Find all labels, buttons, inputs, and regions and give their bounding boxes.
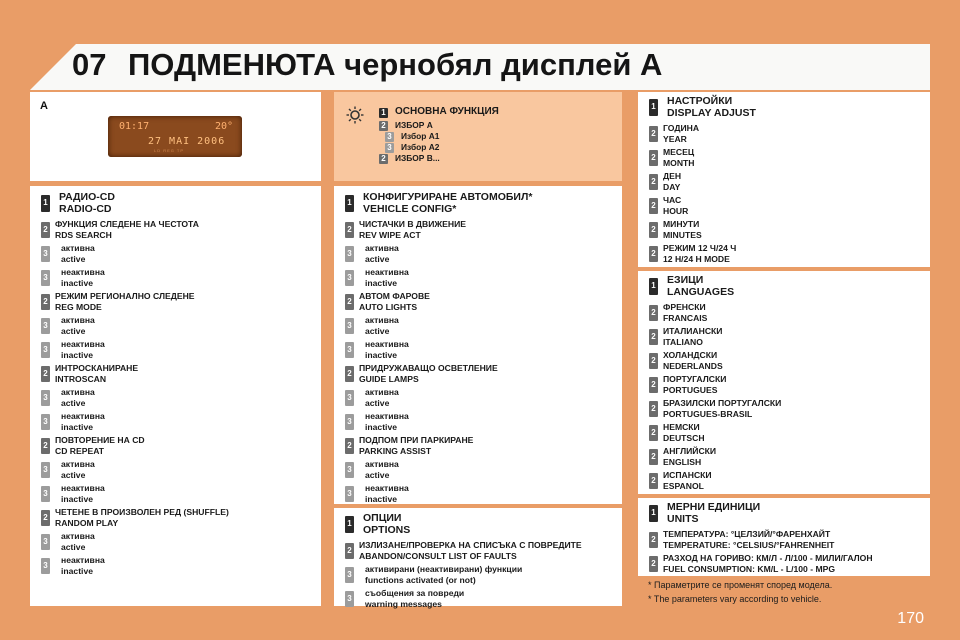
display-date: 27 MAI 2006 bbox=[148, 136, 226, 147]
display-label: A bbox=[40, 100, 48, 112]
display-indicators: LD REG TP bbox=[154, 148, 185, 153]
level-2-badge: 2 bbox=[379, 154, 388, 164]
level-3-badge: 3 bbox=[345, 414, 354, 430]
level-2-badge: 2 bbox=[649, 425, 658, 441]
level-1-badge: 1 bbox=[345, 195, 354, 212]
level-2-badge: 2 bbox=[649, 198, 658, 214]
menu-item-label: неактивна inactive bbox=[61, 411, 105, 432]
level-3-badge: 3 bbox=[41, 486, 50, 502]
menu-item-label: ФРЕНСКИ FRANCAIS bbox=[663, 302, 708, 323]
menu-item-label: неактивна inactive bbox=[61, 267, 105, 288]
menu-item-label: РАДИО-CD RADIO-CD bbox=[59, 191, 115, 215]
menu-item-label: МЕРНИ ЕДИНИЦИ UNITS bbox=[667, 501, 761, 525]
level-1-badge: 1 bbox=[41, 195, 50, 212]
level-2-badge: 2 bbox=[379, 121, 388, 131]
menu-item-label: ЧАС HOUR bbox=[663, 195, 689, 216]
menu-item-label: ИСПАНСКИ ESPANOL bbox=[663, 470, 712, 491]
menu-item-label: активна active bbox=[365, 459, 399, 480]
menu-item-label: ОСНОВНА ФУНКЦИЯ bbox=[395, 106, 499, 117]
level-2-badge: 2 bbox=[345, 294, 354, 310]
level-2-badge: 2 bbox=[649, 532, 658, 548]
level-2-badge: 2 bbox=[649, 329, 658, 345]
level-3-badge: 3 bbox=[41, 246, 50, 262]
level-2-badge: 2 bbox=[649, 353, 658, 369]
menu-item-label: активна active bbox=[365, 387, 399, 408]
page-title: ПОДМЕНЮТА чернобял дисплей A bbox=[128, 47, 663, 82]
level-2-badge: 2 bbox=[345, 438, 354, 454]
menu-item-label: ИЗЛИЗАНЕ/ПРОВЕРКА НА СПИСЪКА С ПОВРЕДИТЕ ABANDON/CONSULT LIST OF FAULTS bbox=[359, 540, 582, 561]
menu-item-label: активна active bbox=[61, 243, 95, 264]
menu-item-label: неактивна inactive bbox=[61, 339, 105, 360]
level-2-badge: 2 bbox=[649, 449, 658, 465]
header-corner-notch bbox=[30, 44, 76, 90]
level-2-badge: 2 bbox=[41, 366, 50, 382]
footnote-bg: * Параметрите се променят според модела. bbox=[648, 580, 833, 590]
menu-item-label: ДЕН DAY bbox=[663, 171, 682, 192]
level-2-badge: 2 bbox=[345, 366, 354, 382]
menu-item-label: ГОДИНА YEAR bbox=[663, 123, 700, 144]
display-temperature: 20° bbox=[214, 121, 233, 132]
level-3-badge: 3 bbox=[41, 462, 50, 478]
level-2-badge: 2 bbox=[649, 473, 658, 489]
menu-item-label: ОПЦИИ OPTIONS bbox=[363, 512, 411, 536]
menu-item-label: неактивна inactive bbox=[61, 483, 105, 504]
level-2-badge: 2 bbox=[649, 377, 658, 393]
chapter-number: 07 bbox=[72, 47, 107, 82]
page-number: 170 bbox=[897, 610, 924, 627]
level-3-badge: 3 bbox=[41, 390, 50, 406]
menu-item-label: КОНФИГУРИРАНЕ АВТОМОБИЛ* VEHICLE CONFIG* bbox=[363, 191, 533, 215]
menu-item-label: ПОВТОРЕНИЕ НА CD CD REPEAT bbox=[55, 435, 145, 456]
menu-item-label: активна active bbox=[365, 315, 399, 336]
level-3-badge: 3 bbox=[41, 318, 50, 334]
menu-item-label: ЧЕТЕНЕ В ПРОИЗВОЛЕН РЕД (SHUFFLE) RANDOM PLAY bbox=[55, 507, 229, 528]
menu-item-label: МЕСЕЦ MONTH bbox=[663, 147, 695, 168]
level-3-badge: 3 bbox=[345, 567, 354, 583]
level-2-badge: 2 bbox=[649, 246, 658, 262]
level-2-badge: 2 bbox=[649, 150, 658, 166]
menu-item-label: ХОЛАНДСКИ NEDERLANDS bbox=[663, 350, 723, 371]
level-3-badge: 3 bbox=[345, 591, 354, 607]
menu-item-label: ПОДПОМ ПРИ ПАРКИРАНЕ PARKING ASSIST bbox=[359, 435, 474, 456]
menu-item-label: ПОРТУГАЛСКИ PORTUGUES bbox=[663, 374, 727, 395]
menu-item-label: ЕЗИЦИ LANGUAGES bbox=[667, 274, 735, 298]
menu-item-label: неактивна inactive bbox=[365, 483, 409, 504]
level-1-badge: 1 bbox=[649, 505, 658, 522]
level-1-badge: 1 bbox=[649, 278, 658, 295]
menu-item-label: Избор А1 bbox=[401, 131, 440, 141]
menu-item-label: активна active bbox=[61, 315, 95, 336]
menu-item-label: РЕЖИМ 12 Ч/24 Ч 12 H/24 H MODE bbox=[663, 243, 737, 264]
level-2-badge: 2 bbox=[41, 510, 50, 526]
menu-item-label: НАСТРОЙКИ DISPLAY ADJUST bbox=[667, 95, 756, 119]
footnote-en: * The parameters vary according to vehicle. bbox=[648, 594, 822, 604]
level-3-badge: 3 bbox=[345, 390, 354, 406]
menu-item-label: ТЕМПЕРАТУРА: °ЦЕЛЗИЙ/°ФАРЕНХАЙТ TEMPERATURE: °CELSIUS/°FAHRENHEIT bbox=[663, 529, 835, 550]
level-3-badge: 3 bbox=[345, 342, 354, 358]
menu-item-label: ФУНКЦИЯ СЛЕДЕНЕ НА ЧЕСТОТА RDS SEARCH bbox=[55, 219, 199, 240]
level-3-badge: 3 bbox=[41, 342, 50, 358]
menu-item-label: ПРИДРУЖАВАЩО ОСВЕТЛЕНИЕ GUIDE LAMPS bbox=[359, 363, 498, 384]
settings-sun-icon bbox=[346, 106, 364, 124]
level-3-badge: 3 bbox=[41, 414, 50, 430]
level-3-badge: 3 bbox=[345, 246, 354, 262]
level-3-badge: 3 bbox=[41, 270, 50, 286]
menu-item-label: неактивна inactive bbox=[365, 411, 409, 432]
level-1-badge: 1 bbox=[345, 516, 354, 533]
level-3-badge: 3 bbox=[41, 558, 50, 574]
menu-item-label: активна active bbox=[365, 243, 399, 264]
menu-item-label: активирани (неактивирани) функции functions activated (or not) bbox=[365, 564, 523, 585]
level-3-badge: 3 bbox=[385, 143, 394, 153]
menu-item-label: активна active bbox=[61, 531, 95, 552]
menu-item-label: неактивна inactive bbox=[61, 555, 105, 576]
level-3-badge: 3 bbox=[345, 270, 354, 286]
level-2-badge: 2 bbox=[649, 556, 658, 572]
menu-item-label: АВТОМ ФАРОВЕ AUTO LIGHTS bbox=[359, 291, 430, 312]
level-3-badge: 3 bbox=[41, 534, 50, 550]
menu-item-label: ЧИСТАЧКИ В ДВИЖЕНИЕ REV WIPE ACT bbox=[359, 219, 467, 240]
level-2-badge: 2 bbox=[345, 543, 354, 559]
level-3-badge: 3 bbox=[385, 132, 394, 142]
level-3-badge: 3 bbox=[345, 486, 354, 502]
level-1-badge: 1 bbox=[649, 99, 658, 116]
menu-item-label: МИНУТИ MINUTES bbox=[663, 219, 702, 240]
menu-item-label: БРАЗИЛСКИ ПОРТУГАЛСКИ PORTUGUES-BRASIL bbox=[663, 398, 782, 419]
menu-item-label: Избор А2 bbox=[401, 142, 440, 152]
menu-item-label: АНГЛИЙСКИ ENGLISH bbox=[663, 446, 717, 467]
level-2-badge: 2 bbox=[41, 294, 50, 310]
level-2-badge: 2 bbox=[649, 305, 658, 321]
level-2-badge: 2 bbox=[649, 126, 658, 142]
level-2-badge: 2 bbox=[649, 222, 658, 238]
menu-item-label: активна active bbox=[61, 459, 95, 480]
menu-item-label: съобщения за повреди warning messages bbox=[365, 588, 465, 609]
mono-display-screen bbox=[108, 116, 242, 157]
level-2-badge: 2 bbox=[649, 174, 658, 190]
menu-item-label: РАЗХОД НА ГОРИВО: КМ/Л - Л/100 - МИЛИ/ГАЛОН FUEL CONSUMPTION: KM/L - L/100 - MPG bbox=[663, 553, 873, 574]
menu-item-label: активна active bbox=[61, 387, 95, 408]
menu-item-label: ИТАЛИАНСКИ ITALIANO bbox=[663, 326, 723, 347]
menu-item-label: неактивна inactive bbox=[365, 267, 409, 288]
menu-item-label: НЕМСКИ DEUTSCH bbox=[663, 422, 705, 443]
level-2-badge: 2 bbox=[41, 438, 50, 454]
menu-item-label: неактивна inactive bbox=[365, 339, 409, 360]
menu-item-label: ИНТРОСКАНИРАНЕ INTROSCAN bbox=[55, 363, 139, 384]
level-2-badge: 2 bbox=[649, 401, 658, 417]
display-time: 01:17 bbox=[119, 121, 150, 132]
level-2-badge: 2 bbox=[41, 222, 50, 238]
menu-item-label: ИЗБОР В... bbox=[395, 153, 440, 163]
menu-item-label: РЕЖИМ РЕГИОНАЛНО СЛЕДЕНЕ REG MODE bbox=[55, 291, 195, 312]
level-3-badge: 3 bbox=[345, 462, 354, 478]
level-1-badge: 1 bbox=[379, 108, 388, 118]
level-3-badge: 3 bbox=[345, 318, 354, 334]
level-2-badge: 2 bbox=[345, 222, 354, 238]
menu-item-label: ИЗБОР А bbox=[395, 120, 433, 130]
